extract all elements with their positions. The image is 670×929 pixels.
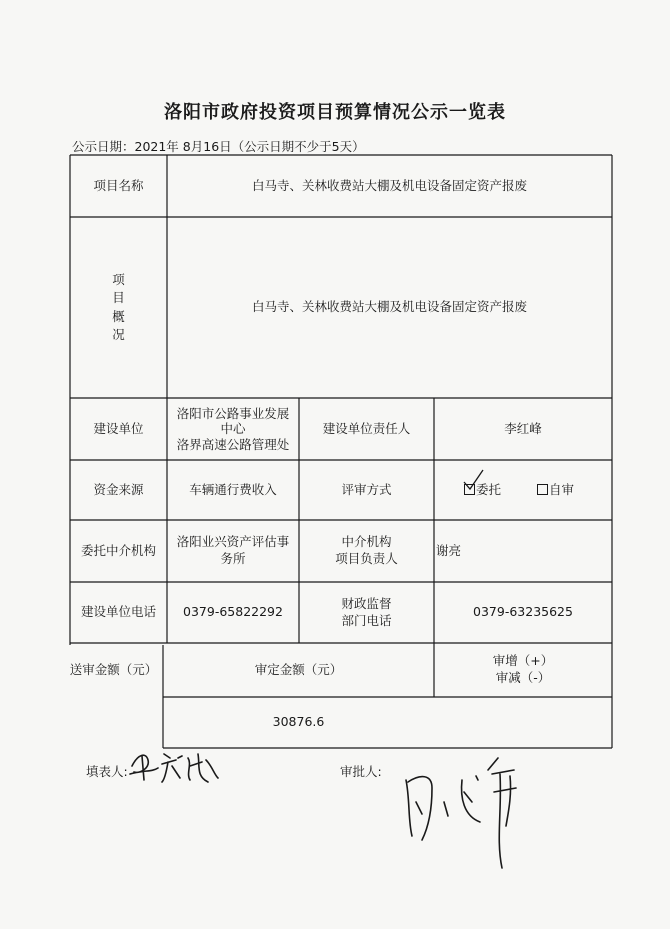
- submitted-amount-label: 送审金额（元）: [69, 661, 158, 677]
- agency-head-value: [434, 520, 612, 582]
- increase-label: 审增（+）: [492, 653, 554, 669]
- overview-label-char: 项: [112, 272, 125, 288]
- filler-label: 填表人:: [86, 764, 128, 779]
- funding-label: 资金来源: [93, 481, 144, 497]
- review-option-self: [537, 482, 574, 498]
- builder-line: 洛阳市公路事业发展: [176, 405, 290, 421]
- overview-label-char: 况: [112, 326, 125, 342]
- project-name-label: 项目名称: [93, 177, 144, 193]
- review-option-entrust: [464, 482, 501, 498]
- approved-amount-value: 30876.6: [272, 714, 325, 730]
- finance-phone-value: 0379-63235625: [473, 604, 573, 620]
- agency-value: [167, 520, 299, 582]
- review-method-label: 评审方式: [341, 481, 392, 497]
- overview-value: 白马寺、关林收费站大棚及机电设备固定资产报废: [251, 299, 527, 315]
- finance-phone-label: [299, 582, 434, 643]
- agency-line: 务所: [220, 551, 246, 566]
- overview-label: [70, 217, 167, 398]
- builder-label: 建设单位: [93, 420, 144, 436]
- builder-value: [167, 398, 299, 460]
- builder-head-value: 李红峰: [504, 420, 542, 436]
- builder-line: 中心: [220, 421, 246, 437]
- filler-signature: [128, 744, 223, 788]
- checkmark-icon: [460, 468, 486, 494]
- checkbox-icon: [537, 484, 548, 495]
- agency-label: 委托中介机构: [80, 542, 156, 558]
- approved-amount-label: 审定金额（元）: [254, 661, 343, 677]
- finance-phone-label-line: 部门电话: [341, 612, 392, 628]
- finance-phone-label-line: 财政监督: [341, 595, 392, 611]
- agency-head-label-line: 中介机构: [341, 534, 392, 550]
- project-name-value: 白马寺、关林收费站大棚及机电设备固定资产报废: [251, 177, 527, 193]
- review-method-options: [434, 460, 612, 520]
- funding-value: 车辆通行费收入: [189, 481, 277, 497]
- decrease-label: 审减（-）: [495, 670, 551, 685]
- builder-head-label: 建设单位责任人: [322, 420, 411, 436]
- agency-head-label-line: 项目负责人: [335, 551, 398, 566]
- builder-phone-label: 建设单位电话: [80, 604, 156, 620]
- builder-phone-value: 0379-65822292: [183, 604, 283, 620]
- agency-head-name: 谢亮: [436, 542, 462, 558]
- increase-decrease-label: [434, 643, 612, 697]
- page-title: 洛阳市政府投资项目预算情况公示一览表: [164, 102, 506, 123]
- review-option-self-label: 自审: [549, 481, 575, 497]
- notice-date: 公示日期：2021年 8月16日（公示日期不少于5天）: [72, 139, 365, 154]
- review-option-entrust-label: 委托: [476, 481, 502, 497]
- overview-label-char: 概: [112, 308, 125, 324]
- approver-label: 审批人:: [340, 764, 382, 779]
- builder-line: 洛界高速公路管理处: [176, 436, 290, 452]
- approver-signature: [392, 740, 532, 880]
- agency-head-label: [299, 520, 434, 582]
- agency-line: 洛阳业兴资产评估事: [176, 534, 290, 550]
- overview-label-char: 目: [112, 290, 125, 306]
